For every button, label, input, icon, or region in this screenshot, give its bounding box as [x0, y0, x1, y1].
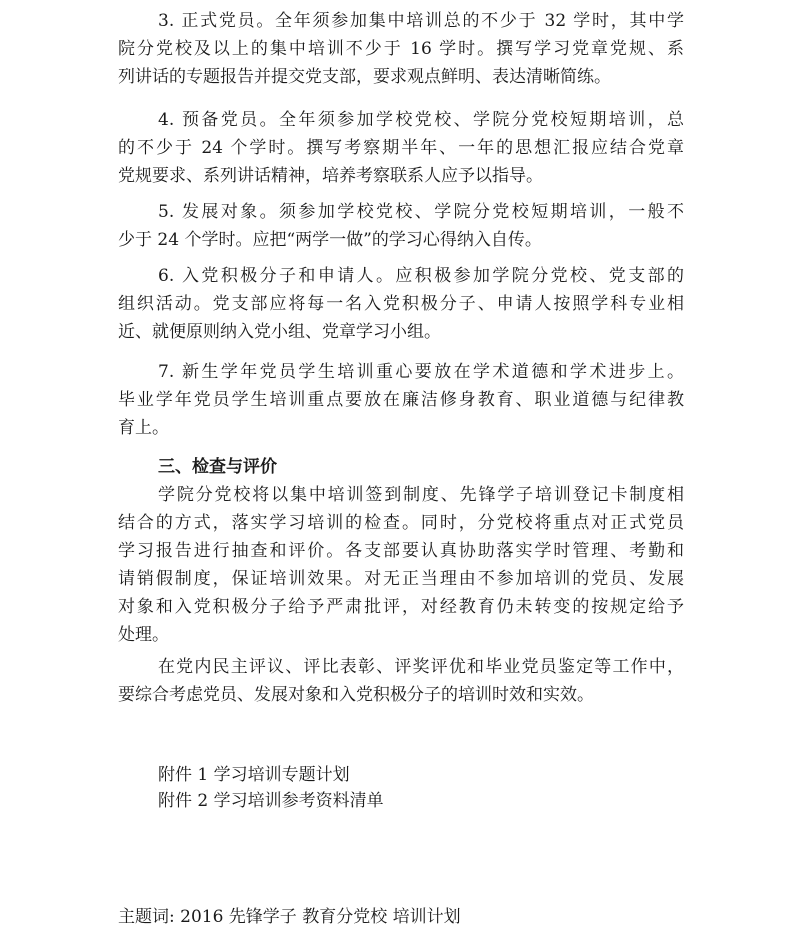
item-7-line-3: 育上。 [118, 418, 169, 438]
section-heading: 三、检查与评价 [158, 457, 277, 477]
item-3-line-2: 院分党校及以上的集中培训不少于 16 学时。撰写学习党章党规、系 [118, 39, 684, 59]
attachment-1: 附件 1 学习培训专题计划 [158, 765, 350, 785]
paragraph-line: 在党内民主评议、评比表彰、评奖评优和毕业党员鉴定等工作中， [158, 657, 684, 677]
item-3-line-1: 3. 正式党员。全年须参加集中培训总的不少于 32 学时，其中学 [158, 11, 684, 31]
paragraph-line: 要综合考虑党员、发展对象和入党积极分子的培训时效和实效。 [118, 685, 594, 705]
item-6-line-2: 组织活动。党支部应将每一名入党积极分子、申请人按照学科专业相 [118, 294, 684, 314]
item-5-line-2: 少于 24 个学时。应把“两学一做”的学习心得纳入自传。 [118, 230, 542, 250]
attachment-2: 附件 2 学习培训参考资料清单 [158, 791, 384, 811]
paragraph-line: 对象和入党积极分子给予严肃批评，对经教育仍未转变的按规定给予 [118, 597, 684, 617]
paragraph-line: 处理。 [118, 625, 169, 645]
item-7-line-1: 7. 新生学年党员学生培训重心要放在学术道德和学术进步上。 [158, 362, 684, 382]
paragraph-line: 结合的方式，落实学习培训的检查。同时，分党校将重点对正式党员 [118, 513, 684, 533]
item-4-line-3: 党规要求、系列讲话精神，培养考察联系人应予以指导。 [118, 166, 543, 186]
item-4-line-2: 的不少于 24 个学时。撰写考察期半年、一年的思想汇报应结合党章 [118, 138, 684, 158]
paragraph-line: 请销假制度，保证培训效果。对无正当理由不参加培训的党员、发展 [118, 569, 684, 589]
item-7-line-2: 毕业学年党员学生培训重点要放在廉洁修身教育、职业道德与纪律教 [118, 390, 684, 410]
item-6-line-1: 6. 入党积极分子和申请人。应积极参加学院分党校、党支部的 [158, 266, 684, 286]
keywords-line: 主题词: 2016 先锋学子 教育分党校 培训计划 [118, 907, 461, 927]
item-3-line-3: 列讲话的专题报告并提交党支部，要求观点鲜明、表达清晰简练。 [118, 67, 611, 87]
paragraph-line: 学院分党校将以集中培训签到制度、先锋学子培训登记卡制度相 [158, 485, 684, 505]
item-5-line-1: 5. 发展对象。须参加学校党校、学院分党校短期培训，一般不 [158, 202, 684, 222]
paragraph-line: 学习报告进行抽查和评价。各支部要认真协助落实学时管理、考勤和 [118, 541, 684, 561]
item-6-line-3: 近、就便原则纳入党小组、党章学习小组。 [118, 322, 441, 342]
item-4-line-1: 4. 预备党员。全年须参加学校党校、学院分党校短期培训，总 [158, 110, 684, 130]
